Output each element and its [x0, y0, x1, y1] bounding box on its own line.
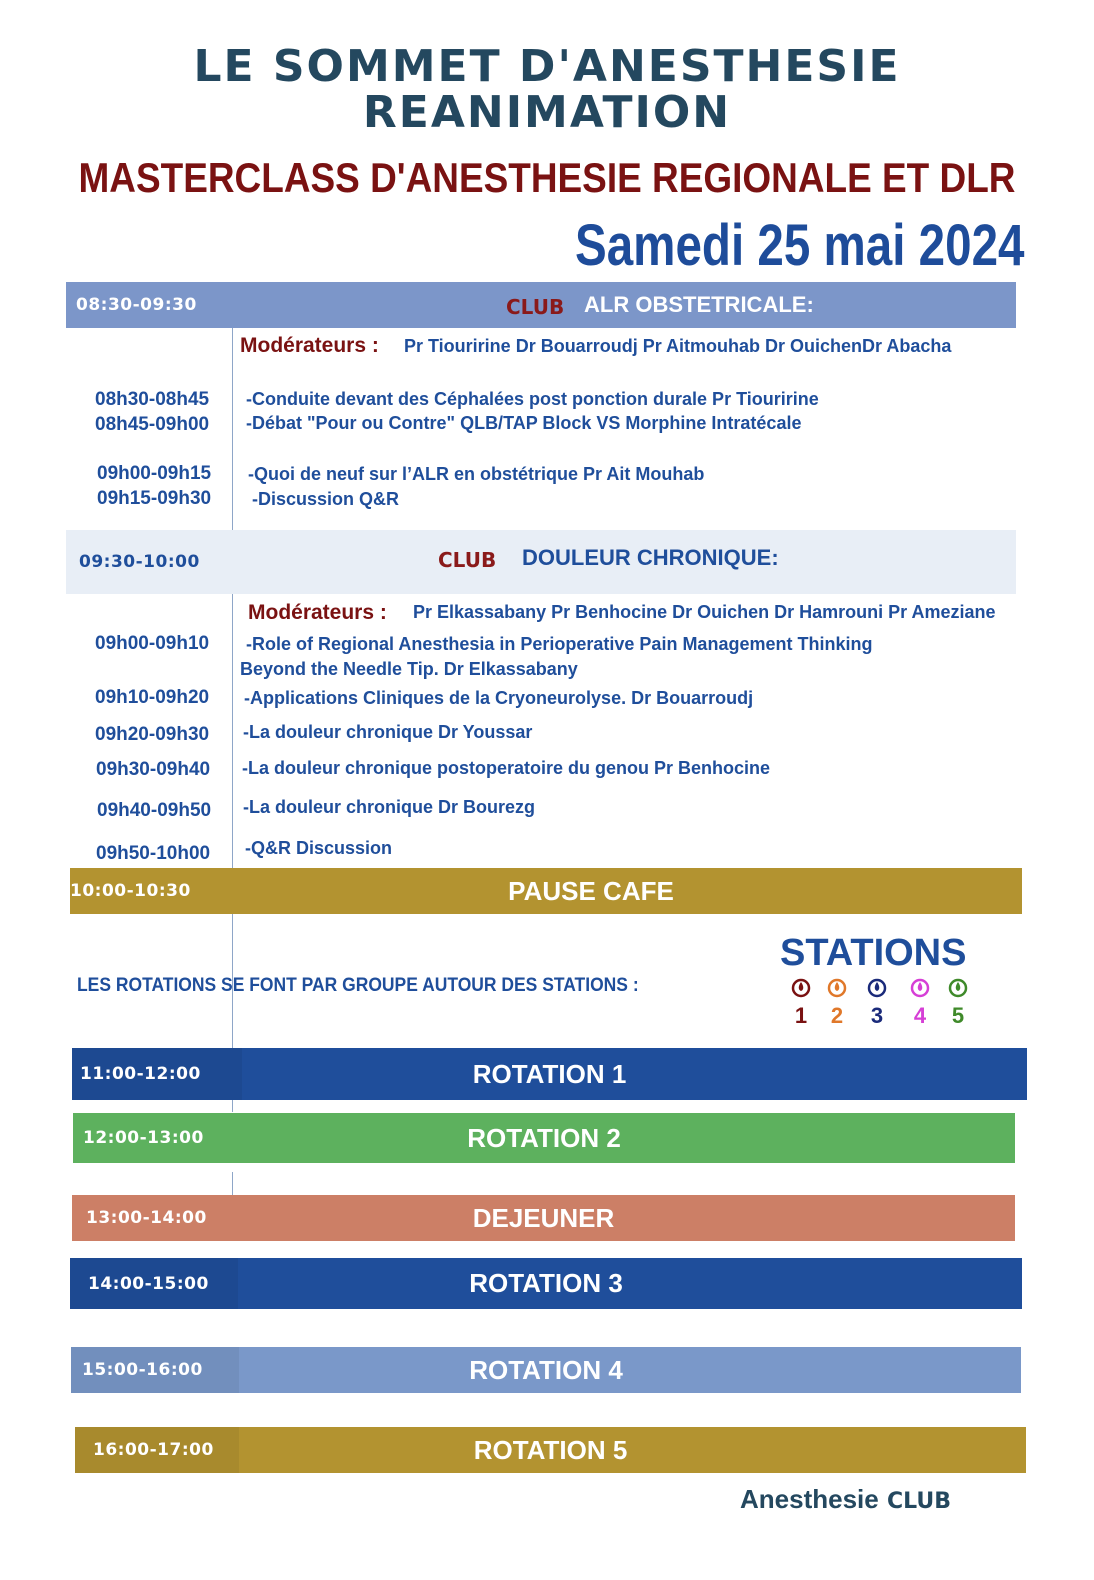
session1-item-time: 08h30-08h45: [95, 389, 210, 410]
station-3: [862, 976, 892, 1029]
session2-item-text-cont: Beyond the Needle Tip. Dr Elkassabany: [240, 659, 578, 679]
session1-item-text: -Discussion Q&R: [252, 489, 400, 509]
schedule-time: 12:00-13:00: [83, 1128, 204, 1148]
session2-item-time: 09h30-09h40: [96, 759, 211, 780]
footer-logo: [740, 1482, 967, 1516]
club-logo-text: CLUB: [438, 548, 497, 572]
schedule-title: ROTATION 5: [473, 1434, 628, 1465]
schedule-title: ROTATION 3: [469, 1268, 623, 1298]
session1-moderators: Pr Tiouririne Dr Bouarroudj Pr Aitmouhab Dr OuichenDr Abacha: [404, 336, 952, 356]
schedule-title: ROTATION 1: [472, 1058, 627, 1089]
session2-item-text: -La douleur chronique Dr Bourezg: [243, 797, 536, 817]
session2-item-text: -Q&R Discussion: [245, 838, 393, 858]
station-number: 1: [794, 1003, 808, 1028]
footer-logo-word: Anesthesie: [740, 1483, 879, 1514]
session2-item-time: 09h00-09h10: [95, 633, 210, 654]
session1-item-text: -Conduite devant des Céphalées post ponction durale Pr Tiouririne: [246, 389, 819, 409]
session2-bar: [66, 530, 1016, 594]
event-date: Samedi 25 mai 2024: [575, 213, 1025, 278]
club-logo-text: CLUB: [886, 1489, 951, 1514]
session1-time: 08:30-09:30: [76, 295, 197, 315]
drop-icon: [826, 976, 848, 998]
station-number: 4: [913, 1003, 927, 1028]
session1-moderators-label: Modérateurs :: [240, 334, 379, 357]
session1-heading: [506, 282, 814, 328]
session2-item-time: 09h50-10h00: [96, 843, 211, 864]
schedule-time: 15:00-16:00: [82, 1360, 203, 1380]
schedule-bar: [71, 1347, 1021, 1393]
session2-time: 09:30-10:00: [79, 552, 200, 572]
station-4: [905, 976, 935, 1029]
schedule-time: 11:00-12:00: [80, 1064, 201, 1084]
pause-time: 10:00-10:30: [70, 881, 191, 901]
schedule-bar: [70, 1258, 1022, 1309]
drop-icon: [866, 976, 888, 998]
stations-legend: [780, 976, 980, 1026]
schedule-time: 16:00-17:00: [93, 1440, 214, 1460]
schedule-title: DEJEUNER: [472, 1202, 615, 1233]
rotations-note: LES ROTATIONS SE FONT PAR GROUPE AUTOUR DES STATIONS :: [77, 975, 639, 996]
schedule-title: ROTATION 2: [467, 1122, 621, 1153]
session1-item-time: 09h15-09h30: [97, 488, 212, 509]
station-2: [822, 976, 852, 1029]
stations-title: STATIONS: [780, 932, 967, 974]
session1-item-text: -Quoi de neuf sur l’ALR en obstétrique Pr Ait Mouhab: [248, 464, 705, 484]
club-logo-icon: [506, 290, 576, 320]
pause-bar: [70, 868, 1022, 914]
title-line2: REANIMATION: [362, 87, 732, 138]
session1-bar: [66, 282, 1016, 328]
station-5: [943, 976, 973, 1029]
session2-item-time: 09h20-09h30: [95, 724, 210, 745]
session2-item-text: -Applications Cliniques de la Cryoneurolyse. Dr Bouarroudj: [244, 688, 754, 708]
pause-bar-edge: [1084, 868, 1086, 914]
station-1: [786, 976, 816, 1029]
drop-icon: [947, 976, 969, 998]
station-number: 5: [951, 1003, 965, 1028]
title-line1: LE SOMMET D'ANESTHESIE: [193, 41, 901, 92]
drop-icon: [790, 976, 812, 998]
schedule-bar: [73, 1113, 1015, 1163]
schedule-time: 14:00-15:00: [88, 1273, 209, 1294]
club-logo-icon: [438, 543, 514, 573]
schedule-bar: [75, 1427, 1026, 1473]
club-logo-text: CLUB: [506, 295, 565, 319]
session2-title: DOULEUR CHRONIQUE:: [522, 545, 779, 570]
drop-icon: [909, 976, 931, 998]
session2-moderators-label: Modérateurs :: [248, 601, 387, 624]
session2-moderators: Pr Elkassabany Pr Benhocine Dr Ouichen Dr Hamrouni Pr Ameziane: [413, 602, 996, 622]
session2-item-time: 09h40-09h50: [97, 800, 212, 821]
session2-item-text: -La douleur chronique Dr Youssar: [243, 722, 533, 742]
pause-title: PAUSE CAFE: [508, 875, 674, 906]
session1-item-text: -Débat "Pour ou Contre" QLB/TAP Block VS Morphine Intratécale: [246, 413, 802, 433]
session1-item-time: 09h00-09h15: [97, 463, 212, 484]
club-logo-icon: [887, 1482, 967, 1516]
station-number: 2: [830, 1003, 844, 1028]
session2-item-time: 09h10-09h20: [95, 687, 210, 708]
schedule-time: 13:00-14:00: [86, 1208, 207, 1228]
session2-heading: [438, 530, 779, 586]
session1-item-time: 08h45-09h00: [95, 414, 210, 435]
session1-title: ALR OBSTETRICALE:: [584, 292, 814, 317]
subtitle: MASTERCLASS D'ANESTHESIE REGIONALE ET DLR: [78, 154, 1016, 201]
schedule-bar: [72, 1195, 1015, 1241]
session2-item-text: -Role of Regional Anesthesia in Perioperative Pain Management Thinking: [246, 634, 873, 654]
schedule-bar: [72, 1048, 1027, 1100]
station-number: 3: [870, 1003, 884, 1028]
schedule-title: ROTATION 4: [469, 1354, 623, 1385]
session2-item-text: -La douleur chronique postoperatoire du genou Pr Benhocine: [242, 758, 771, 778]
